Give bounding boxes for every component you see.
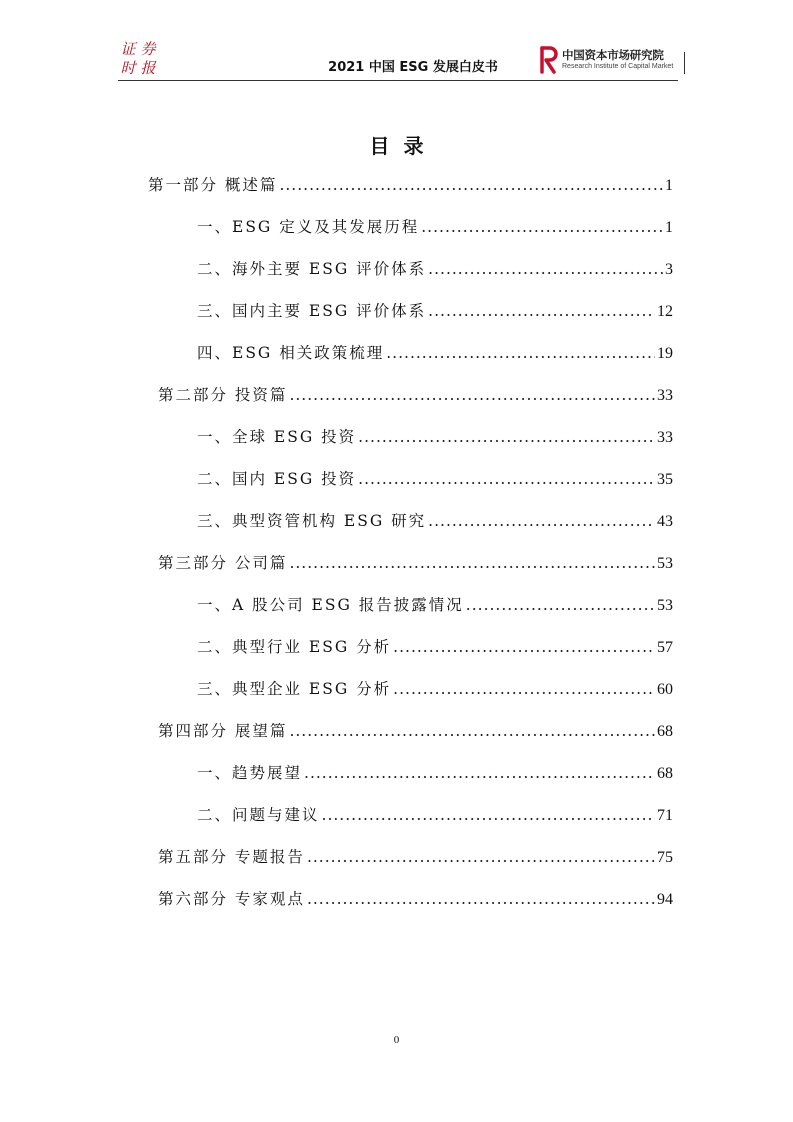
toc-entry[interactable] (197, 508, 673, 534)
toc-entry-page: 94 (657, 891, 673, 908)
toc-entry-page: 3 (665, 261, 673, 278)
toc-leader (307, 886, 655, 912)
toc-entry[interactable] (197, 298, 673, 324)
toc-entry-label: 第四部分 展望篇 (158, 722, 288, 740)
toc-leader (289, 382, 655, 408)
toc-entry-label: 四、ESG 相关政策梳理 (197, 344, 385, 362)
toc-leader (289, 718, 655, 744)
toc-entry-page: 60 (657, 681, 673, 698)
institute-name-cn: 中国资本市场研究院 (562, 48, 664, 62)
toc-title: 目录 (369, 134, 438, 158)
toc-entry-page: 1 (665, 177, 673, 194)
institute-name-en: Research Institute of Capital Market (562, 63, 674, 70)
toc-entry-label: 一、ESG 定义及其发展历程 (197, 218, 420, 236)
toc-entry[interactable] (197, 214, 673, 240)
toc-entry-label: 一、全球 ESG 投资 (197, 428, 357, 446)
page-number: 0 (393, 1034, 400, 1046)
toc-entry-page: 71 (657, 807, 673, 824)
toc-entry[interactable] (197, 340, 673, 366)
logo-char: 券 (140, 40, 156, 58)
securities-times-logo (118, 40, 158, 78)
toc-entry[interactable] (197, 634, 673, 660)
toc-leader (307, 844, 655, 870)
toc-entry-page: 68 (657, 765, 673, 782)
toc-leader (358, 424, 655, 450)
header-divider (684, 52, 685, 74)
toc-entry-label: 第三部分 公司篇 (158, 554, 288, 572)
toc-entry[interactable] (158, 844, 673, 870)
logo-char: 证 (120, 40, 136, 58)
toc-leader (322, 802, 655, 828)
toc-entry[interactable] (158, 382, 673, 408)
toc-entry-label: 三、国内主要 ESG 评价体系 (197, 302, 427, 320)
toc-entry-label: 三、典型企业 ESG 分析 (197, 680, 392, 698)
toc-leader (304, 760, 655, 786)
toc-leader (421, 214, 663, 240)
research-institute-logo (540, 44, 682, 78)
toc-entry-page: 1 (665, 219, 673, 236)
toc-leader (428, 256, 663, 282)
toc-entry-page: 68 (657, 723, 673, 740)
toc-leader (393, 676, 655, 702)
toc-entry-label: 第五部分 专题报告 (158, 848, 305, 866)
toc-leader (279, 172, 663, 198)
toc-leader (428, 508, 655, 534)
toc-entry-page: 75 (657, 849, 673, 866)
toc-entry-label: 第二部分 投资篇 (158, 386, 288, 404)
toc-entry[interactable] (158, 718, 673, 744)
toc-entry[interactable] (197, 424, 673, 450)
toc-leader (428, 298, 655, 324)
toc-entry-label: 第六部分 专家观点 (158, 890, 305, 908)
toc-entry[interactable] (197, 466, 673, 492)
toc-entry-page: 12 (657, 303, 673, 320)
toc-entry[interactable] (158, 550, 673, 576)
toc-leader (358, 466, 655, 492)
toc-entry[interactable] (197, 676, 673, 702)
toc-leader (393, 634, 655, 660)
toc-leader (386, 340, 655, 366)
toc-entry-label: 一、A 股公司 ESG 报告披露情况 (197, 596, 464, 614)
toc-entry-page: 33 (657, 387, 673, 404)
logo-char: 时 (120, 59, 136, 77)
toc-entry-page: 35 (657, 471, 673, 488)
toc-entry[interactable] (197, 256, 673, 282)
logo-char: 报 (140, 59, 156, 77)
toc-entry-page: 19 (657, 345, 673, 362)
toc-entry[interactable] (158, 886, 673, 912)
toc-entry[interactable] (197, 592, 673, 618)
toc-entry[interactable] (148, 172, 673, 198)
toc-entry-page: 53 (657, 597, 673, 614)
toc-entry-label: 一、趋势展望 (197, 764, 303, 782)
r-mark-icon (540, 46, 558, 74)
toc-entry-label: 二、问题与建议 (197, 806, 320, 824)
toc-entry[interactable] (197, 802, 673, 828)
toc-entry-label: 二、典型行业 ESG 分析 (197, 638, 392, 656)
toc-entry-label: 三、典型资管机构 ESG 研究 (197, 512, 427, 530)
toc-entry-page: 57 (657, 639, 673, 656)
toc-entry-label: 二、国内 ESG 投资 (197, 470, 357, 488)
toc-entry-label: 二、海外主要 ESG 评价体系 (197, 260, 427, 278)
toc-leader (466, 592, 655, 618)
toc-entry[interactable] (197, 760, 673, 786)
toc-entry-label: 第一部分 概述篇 (148, 176, 278, 194)
page-header (118, 38, 678, 81)
toc-entry-page: 53 (657, 555, 673, 572)
toc-entry-page: 43 (657, 513, 673, 530)
toc-entry-page: 33 (657, 429, 673, 446)
header-title: 2021 中国 ESG 发展白皮书 (328, 60, 498, 75)
toc-leader (289, 550, 655, 576)
